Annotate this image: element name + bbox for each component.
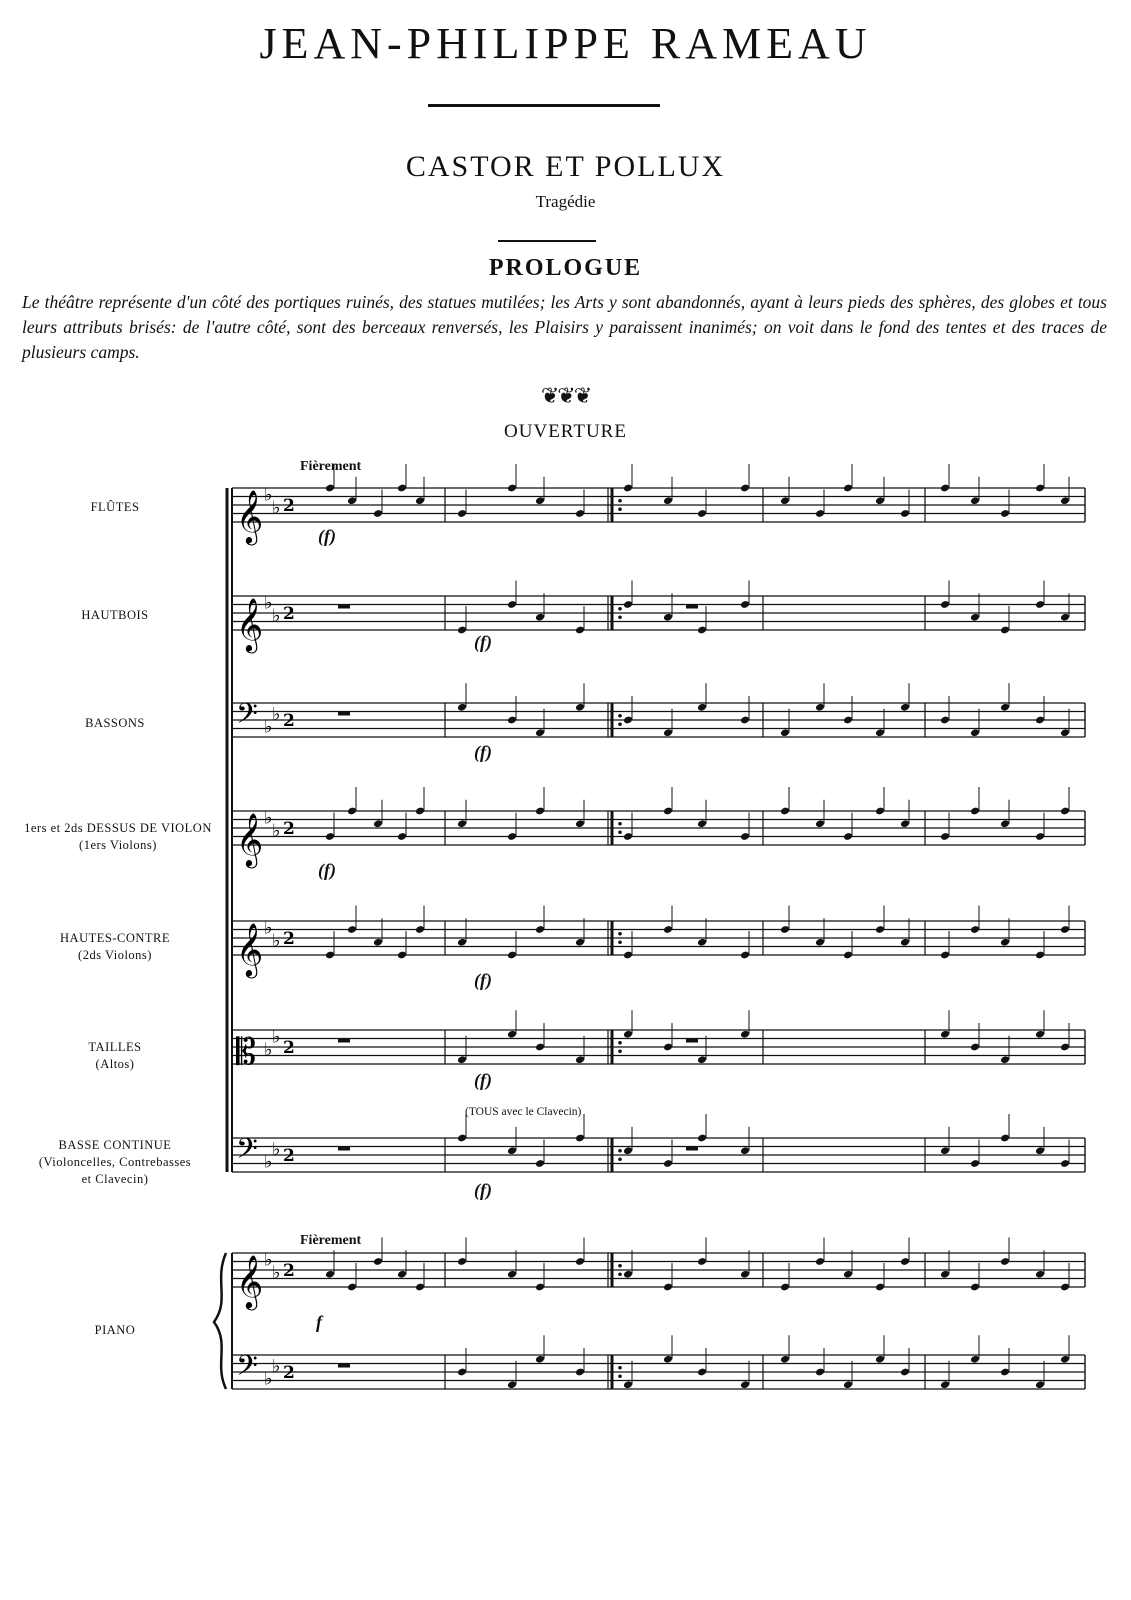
time-signature: 2 xyxy=(283,711,295,731)
time-signature: 2 xyxy=(283,1146,295,1166)
stage-direction: Le théâtre représente d'un côté des portiques ruinés, des statues mutilées; les Arts y sont abandonnés, ayant à leurs pieds des sphères, des globes et tous leurs attributs brisés: de l'autre côté, sont des berceaux renversés, les Plaisirs y paraissent inanimés; on voit dans le fond des tentes et des traces de plusieurs camps. xyxy=(22,292,1107,362)
treble-clef-icon: 𝄞 xyxy=(236,1254,264,1308)
flat-icon: ♭ xyxy=(272,930,281,952)
instrument-label-bassons: BASSONS xyxy=(85,716,145,730)
repeat-dot xyxy=(618,607,622,611)
composer-name: JEAN-PHILIPPE RAMEAU xyxy=(259,19,872,68)
flat-icon: ♭ xyxy=(272,1138,281,1160)
tempo-marking: Fièrement xyxy=(300,459,362,474)
repeat-dot xyxy=(618,822,622,826)
bass-clef-icon: 𝄢 xyxy=(236,1349,258,1390)
dynamic-hautbois: (f) xyxy=(474,632,492,652)
work-title: CASTOR ET POLLUX xyxy=(405,150,726,183)
alto-clef-icon: 𝄡 xyxy=(236,1032,257,1073)
flat-icon: ♭ xyxy=(264,1151,273,1173)
whole-rest xyxy=(338,605,350,609)
dynamic-violins-2: (f) xyxy=(474,970,492,990)
dynamic-bassons: (f) xyxy=(474,742,492,762)
repeat-dot xyxy=(618,1041,622,1045)
flat-icon: ♭ xyxy=(272,497,281,519)
repeat-dot xyxy=(618,1049,622,1053)
flat-icon: ♭ xyxy=(272,1355,281,1377)
flat-icon: ♭ xyxy=(264,592,273,614)
time-signature: 2 xyxy=(283,1261,295,1281)
bass-clef-icon: 𝄢 xyxy=(236,697,258,738)
treble-clef-icon: 𝄞 xyxy=(236,812,264,866)
time-signature: 2 xyxy=(283,929,295,949)
flat-icon: ♭ xyxy=(272,820,281,842)
bass-clef-icon: 𝄢 xyxy=(236,1132,258,1173)
ornament-icon: ❦❦❦ xyxy=(540,383,591,408)
instrument-label-piano: PIANO xyxy=(94,1323,136,1337)
repeat-dot xyxy=(618,932,622,936)
section-title: PROLOGUE xyxy=(488,255,643,281)
repeat-dot xyxy=(618,507,622,511)
instrument-label-flutes: FLÛTES xyxy=(90,500,140,514)
time-signature: 2 xyxy=(283,604,295,624)
repeat-dot xyxy=(618,1149,622,1153)
dynamic-violins-1: (f) xyxy=(318,860,336,880)
whole-rest xyxy=(686,1147,698,1151)
tempo-marking-piano: Fièrement xyxy=(300,1233,362,1248)
flat-icon: ♭ xyxy=(272,1026,281,1048)
flat-icon: ♭ xyxy=(272,605,281,627)
repeat-dot xyxy=(618,1272,622,1276)
whole-rest xyxy=(338,1039,350,1043)
movement-title: OUVERTURE xyxy=(504,421,627,442)
instrument-label-altos: TAILLES (Altos) xyxy=(88,1040,142,1071)
instrument-label-hautbois: HAUTBOIS xyxy=(81,608,149,622)
flat-icon: ♭ xyxy=(264,1249,273,1271)
repeat-dot xyxy=(618,1157,622,1161)
flat-icon: ♭ xyxy=(264,807,273,829)
basso-annotation: (TOUS avec le Clavecin) xyxy=(465,1106,582,1118)
time-signature: 2 xyxy=(283,1363,295,1383)
instrument-label-violins-2: HAUTES-CONTRE (2ds Violons) xyxy=(60,931,170,962)
treble-clef-icon: 𝄞 xyxy=(236,597,264,651)
dynamic-piano: f xyxy=(316,1312,322,1332)
repeat-dot xyxy=(618,1264,622,1268)
repeat-dot xyxy=(618,722,622,726)
dynamic-altos: (f) xyxy=(474,1070,492,1090)
flat-icon: ♭ xyxy=(264,917,273,939)
repeat-dot xyxy=(618,940,622,944)
repeat-dot xyxy=(618,1366,622,1370)
time-signature: 2 xyxy=(283,819,295,839)
repeat-dot xyxy=(618,499,622,503)
repeat-dot xyxy=(618,615,622,619)
flat-icon: ♭ xyxy=(272,703,281,725)
piano-brace-icon xyxy=(214,1253,226,1389)
flat-icon: ♭ xyxy=(272,1262,281,1284)
instrument-label-basse-continue: BASSE CONTINUE (Violoncelles, Contrebasses et Clavecin) xyxy=(38,1138,192,1186)
treble-clef-icon: 𝄞 xyxy=(236,489,264,543)
work-subtitle: Tragédie xyxy=(535,192,596,211)
whole-rest xyxy=(338,1147,350,1151)
dynamic-flutes: (f) xyxy=(318,526,336,546)
instrument-label-violins-1: 1ers et 2ds DESSUS DE VIOLON (1ers Violons) xyxy=(24,821,212,852)
flat-icon: ♭ xyxy=(264,716,273,738)
flat-icon: ♭ xyxy=(264,1368,273,1390)
flat-icon: ♭ xyxy=(264,1039,273,1061)
whole-rest xyxy=(338,712,350,716)
flat-icon: ♭ xyxy=(264,484,273,506)
repeat-dot xyxy=(618,830,622,834)
whole-rest xyxy=(338,1364,350,1368)
treble-clef-icon: 𝄞 xyxy=(236,922,264,976)
whole-rest xyxy=(686,605,698,609)
repeat-dot xyxy=(618,714,622,718)
dynamic-basse: (f) xyxy=(474,1180,492,1200)
repeat-dot xyxy=(618,1374,622,1378)
time-signature: 2 xyxy=(283,1038,295,1058)
whole-rest xyxy=(686,1039,698,1043)
time-signature: 2 xyxy=(283,496,295,516)
